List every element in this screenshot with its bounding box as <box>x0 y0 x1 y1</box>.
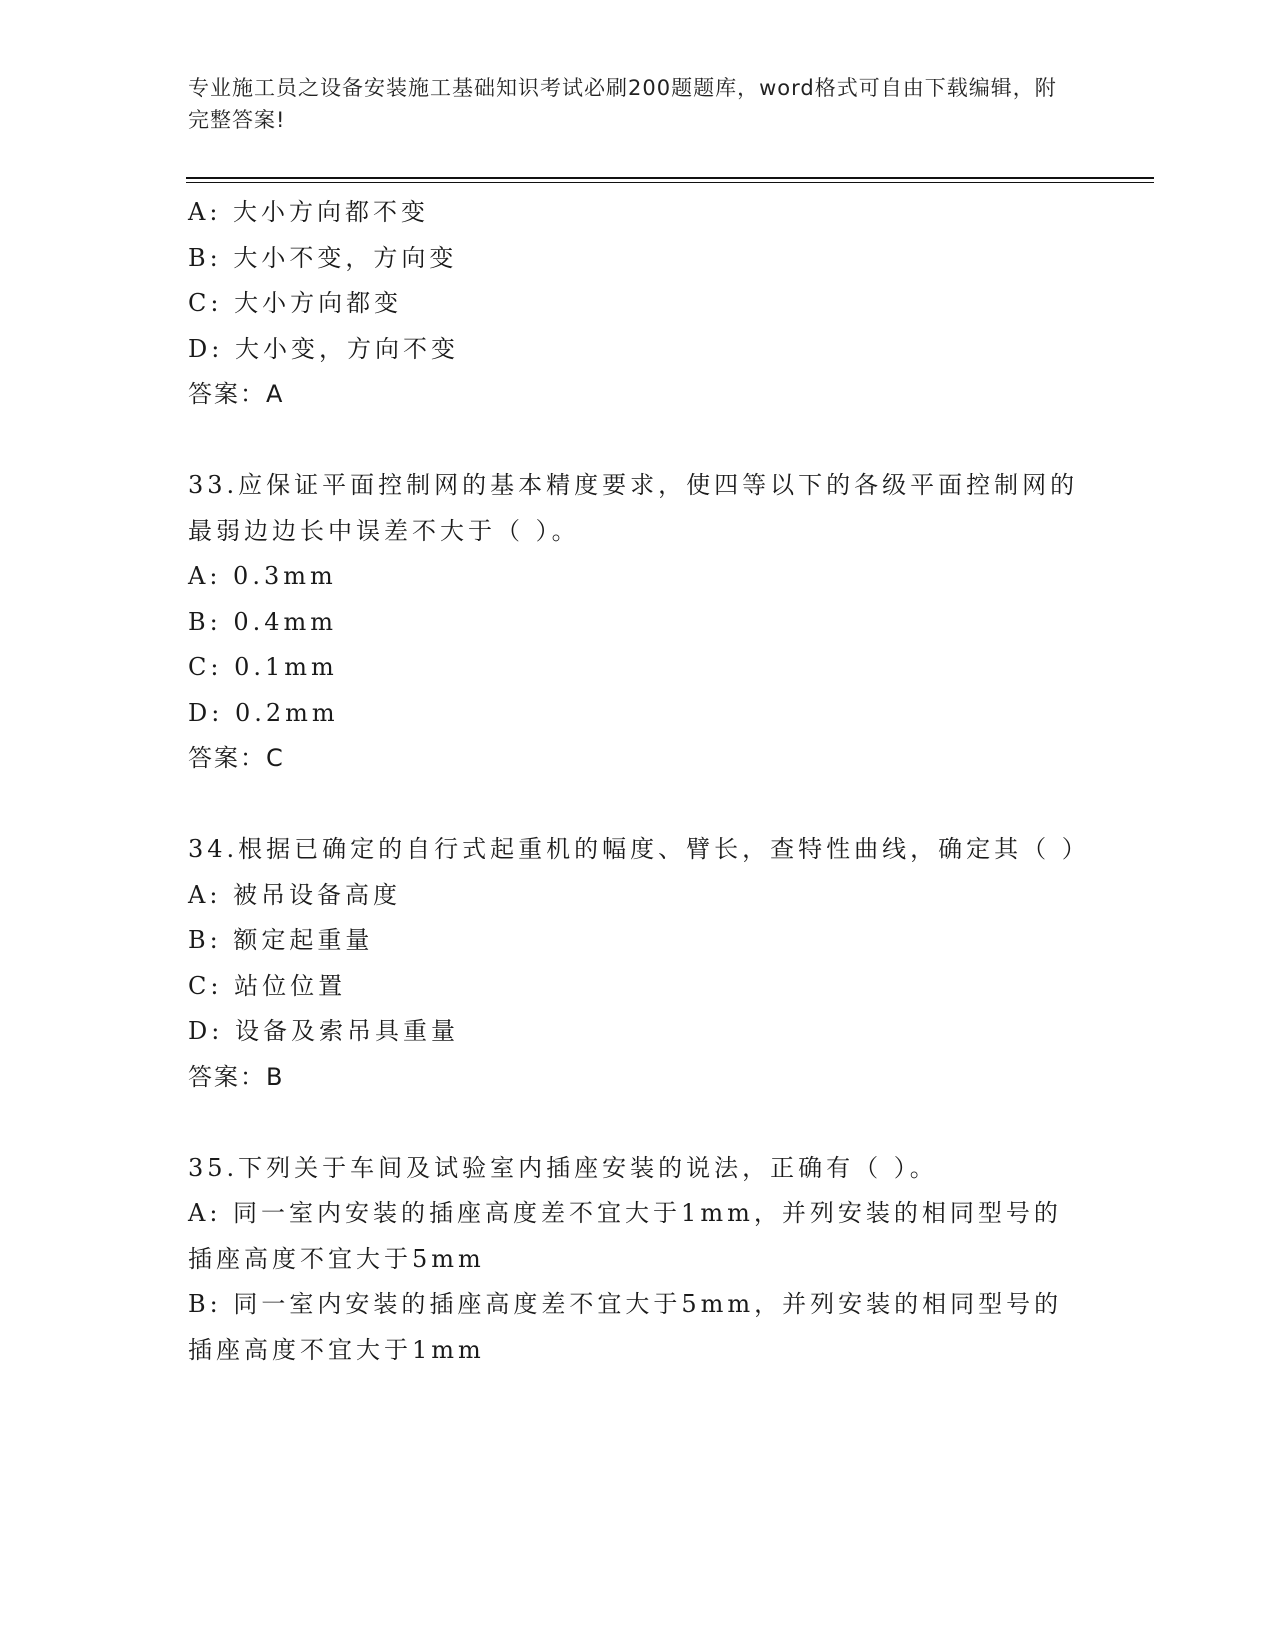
option-c: C: 站位位置 <box>188 971 347 1000</box>
option-d: D: 设备及索吊具重量 <box>188 1017 459 1045</box>
question-32-continued <box>188 190 1088 418</box>
option-b: B: 0.4mm <box>188 607 338 636</box>
option-b: B: 额定起重量 <box>188 926 374 954</box>
question-stem: 35.下列关于车间及试验室内插座安装的说法，正确有（ ）。 <box>188 1153 938 1182</box>
answer-line: 答案：B <box>188 1062 285 1091</box>
option-b: B: 大小不变，方向变 <box>188 243 458 272</box>
option-c: C: 大小方向都变 <box>188 289 403 317</box>
question-list <box>188 190 1088 1373</box>
header-rule-thin <box>186 182 1154 183</box>
option-a: A: 被吊设备高度 <box>188 880 402 909</box>
option-c: C: 0.1mm <box>188 653 338 681</box>
question-34 <box>188 827 1088 1100</box>
option-a: A: 大小方向都不变 <box>188 198 430 226</box>
answer-line: 答案：C <box>188 744 285 772</box>
question-35 <box>188 1146 1088 1374</box>
spacer <box>188 782 1088 828</box>
header-rule-thick <box>186 177 1154 179</box>
option-d: D: 大小变，方向不变 <box>188 334 459 363</box>
spacer <box>188 418 1088 464</box>
spacer <box>188 1100 1088 1146</box>
option-b: B: 同一室内安装的插座高度差不宜大于5mm，并列安装的相同型号的插座高度不宜大于1mm <box>188 1290 1063 1364</box>
page-header: 专业施工员之设备安装施工基础知识考试必刷200题题库，word格式可自由下载编辑，附完整答案! <box>188 76 1057 132</box>
option-a: A: 0.3mm <box>188 562 337 590</box>
option-a: A: 同一室内安装的插座高度差不宜大于1mm，并列安装的相同型号的插座高度不宜大于5mm <box>188 1199 1062 1273</box>
question-stem: 33.应保证平面控制网的基本精度要求，使四等以下的各级平面控制网的最弱边边长中误差不大于（ ）。 <box>188 471 1079 545</box>
question-stem: 34.根据已确定的自行式起重机的幅度、臂长，查特性曲线，确定其（ ） <box>188 835 1090 863</box>
answer-line: 答案：A <box>188 380 285 408</box>
question-33 <box>188 463 1088 782</box>
option-d: D: 0.2mm <box>188 698 339 727</box>
